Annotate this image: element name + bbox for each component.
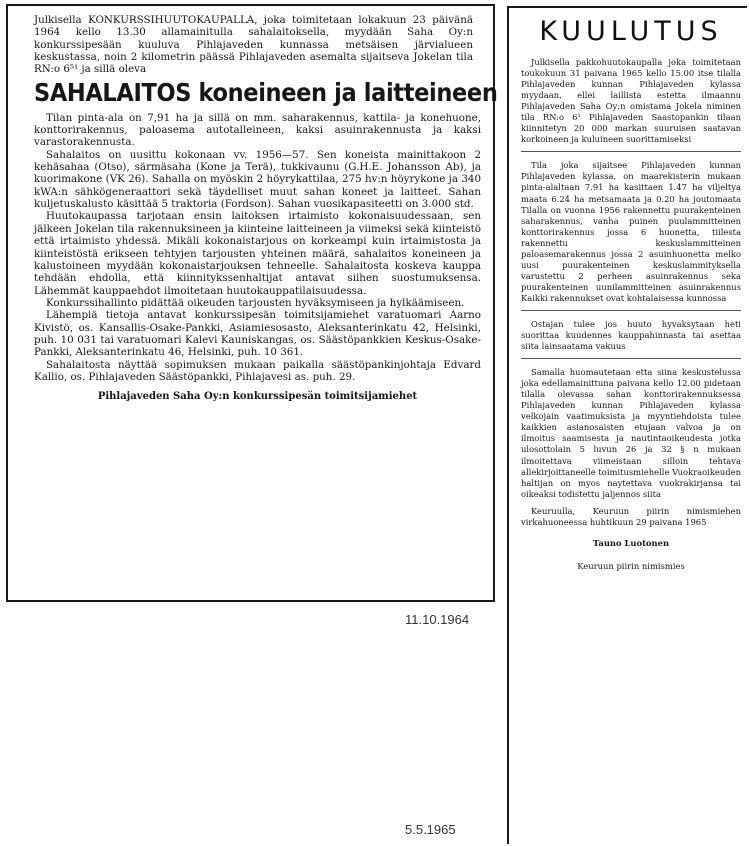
kuulutus-paragraph: Ostajan tulee jos huuto hyvaksytaan heti suorittaa kuudennes kauppahinnasta tai asettaa siita lainsaatama vakuus (521, 318, 741, 352)
kuulutus-notice-1965 (507, 6, 747, 844)
notice-headline: SAHALAITOS koneineen ja laitteineen (34, 77, 498, 107)
kuulutus-paragraph: Samalla huomautetaan etta siina keskustelussa joka edellamainittuna paivana kello 12.00 pidetaan tilalla olevassa sahan konttorirakennuksessa Pihlajaveden kunnan Pihlajaveden kylassa velkojain vaatimuksista ja myyntiehdoista tulee kaikkien asianosaisten etujaan valvoa ja on ilmoitus saamisesta ja nautintaoikeudesta jotka ulosottolain 5 luvun 26 ja 32 § n mukaan ilmoitettava viimeistaan silloin tehtava allekirjoittaneelle toimitusmiehelle Vuokraoikeuden haltijan on myos naytettava vuokrakirjansa tai oikeaksi todistettu jaljennos siita (521, 367, 741, 499)
kuulutus-signature-title: Keuruun piirin nimismies (577, 560, 685, 571)
notice-paragraph: Huutokaupassa tarjotaan ensin laitoksen irtaimisto kokonaisuudessaan, sen jälkeen Jokelan tila rakennuksineen ja kiinteine laitteineen ja viimeksi sekä kiinteistö että irtaimisto yhdessä. Mikäli kokonaistarjous on korkeampi kuin irtaimistosta ja kiinteistöstä erikseen tehtyjen tarjousten yhteinen määrä, sahalaitos koneineen ja kalustoineen myydään kokonaistarjouksen tehneelle. Sahalaitosta koskeva kauppa tehdään ehdolla, että kiinnitykssenhaltijat antavat siihen suostumuksensa. Lähemmät kauppaehdot ilmoitetaan huutokauppatilaisuudessa. (34, 210, 481, 297)
kuulutus-title: KUULUTUS (539, 16, 723, 47)
date-caption-1965: 5.5.1965 (405, 822, 456, 837)
notice-paragraph: Sahalaitosta näyttää sopimuksen mukaan paikalla säästöpankinjohtaja Edvard Kallio, os. Pihlajaveden Säästöpankki, Pihlajavesi as. puh. 29. (34, 358, 481, 383)
kuulutus-paragraph: Julkisella pakkohuutokaupalla joka toimitetaan toukokuun 31 paivana 1965 kello 15.00 itse tilalla Pihlajaveden kunnan Pihlajaveden kylassa myydaan, ellei laillista estetta ilmaannu Pihlajaveden Saha Oy:n omistama Jokela niminen tila RN:o 6¹ Pihlajaveden Saastopankin tilaan kiinnitetyn 20 000 markan suuruisen saatavan korkoineen ja kuluineen suorittamiseksi (521, 57, 741, 145)
divider (521, 310, 741, 311)
notice-paragraph: Lähempiä tietoja antavat konkurssipesän toimitsijamiehet varatuomari Aarno Kivistö, os. Kansallis-Osake-Pankki, Asiamiesosasto, Aleksanterinkatu 42, Helsinki, puh. 10 031 tai varatuomari Kalevi Kauniskangas, os. Säästöpankkien Keskus-Osake-Pankki, Aleksanterinkatu 46, Helsinki, puh. 10 361. (34, 309, 481, 359)
kuulutus-paragraph: Keuruulla, Keuruun piirin nimismiehen virkahuoneessa huhtikuun 29 paivana 1965 (521, 505, 741, 527)
notice-paragraph: Konkurssihallinto pidättää oikeuden tarjousten hyväksymiseen ja hylkäämiseen. (46, 296, 465, 309)
notice-signature: Pihlajaveden Saha Oy:n konkurssipesän toimitsijamiehet (97, 391, 418, 403)
notice-paragraph: Tilan pinta-ala on 7,91 ha ja sillä on mm. saharakennus, kattila- ja konehuone, konttorirakennus, paloasema autotalleineen, kaksi asuinrakennusta ja kaksi varastorakennusta. (34, 111, 481, 149)
kuulutus-signature: Tauno Luotonen (592, 537, 670, 548)
divider (521, 151, 741, 152)
divider (521, 358, 741, 359)
kuulutus-paragraph: Tila joka sijaitsee Pihlajaveden kunnan Pihlajaveden kylassa, on maarekisterin mukaan pinta-alaltaan 7.91 ha kasittaen 1.47 ha viljeltya maata 6.24 ha metsamaata ja 0.20 ha joutomaata Tilalla on vuonna 1956 rakennettu puurakenteinen saharakennus, vanha puinen puulammitteinen konttorirakennus jossa 6 huonetta, tiilesta rakennettu keskuslammitteinen paloasemarakennus jossa 2 asuinhuonetta melko uusi puurakenteinen keskuslammityksella varustettu 2 perheen asuinrakennus seka puurakenteinen uunilammitteinen asuinrakennus Kaikki rakennukset ovat kohtalaisessa kunnossa (521, 160, 741, 303)
notice-intro: Julkisella KONKURSSIHUUTOKAUPALLA, joka toimitetaan lokakuun 23 päivänä 1964 kello 13.30 allamainitulla sahalaitoksella, myydään Saha Oy:n konkurssipesään kuuluva Pihlajaveden kunnassa metsäisen järvialueen keskustassa, noin 2 kilometrin päässä Pihlajaveden asemalta sijaitseva Jokelan tila RN:o 6⁵¹ ja sillä oleva (34, 14, 473, 76)
notice-paragraph: Sahalaitos on uusittu kokonaan vv. 1956—57. Sen koneista mainittakoon 2 kehäsahaa (Otso), särmäsaha (Kone ja Terä), tukkivaunu (G.H.E. Johansson Ab), ja kuorimakone (VK 26). Sahalla on myöskin 2 höyrykattilaa, 275 hv:n höyrykone ja 340 kWA:n sähkögeneraattori sekä täydelliset muut sahan koneet ja laitteet. Sahan kuljetuskalusto käsittää 5 traktoria (Fordson). Sahan vuosikapasiteetti on 3.000 std. (34, 148, 481, 211)
auction-notice-1964 (6, 4, 498, 602)
date-caption-1964: 11.10.1964 (405, 612, 470, 627)
